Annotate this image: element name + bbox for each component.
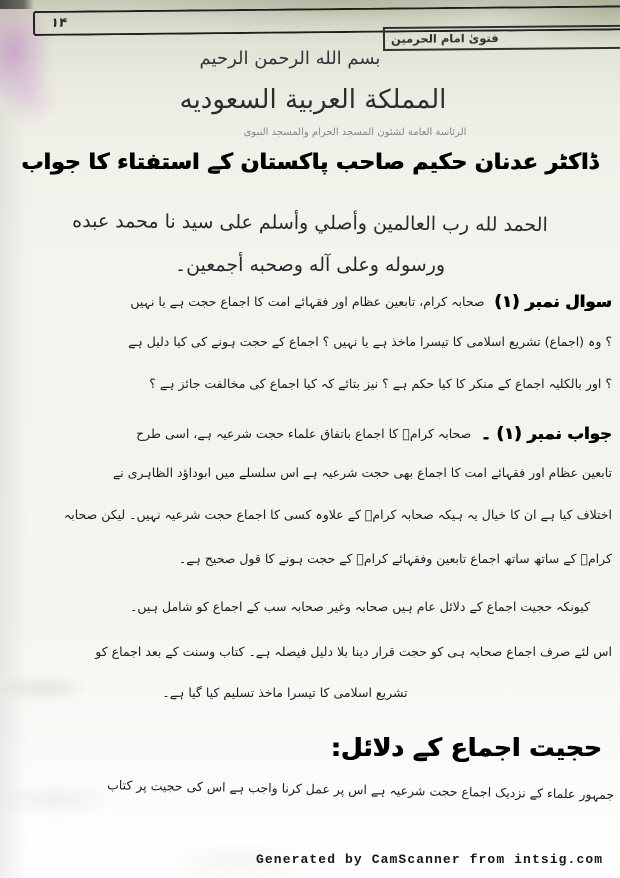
answer-line: صحابہ کرامؓ کا اجماع باتفاق علماء حجت شرعیہ ہے، اسی طرح — [136, 426, 472, 441]
basmala: بسم الله الرحمن الرحيم — [199, 48, 381, 69]
answer-line: کیونکہ حجیت اجماع کے دلائل عام ہیں صحابہ وغیر صحابہ سب کے اجماع کو شامل ہیں۔ — [130, 599, 590, 614]
page-number: ۱۴ — [49, 15, 69, 31]
section-body-line: جمہور علماء کے نزدیک اجماع حجت شرعیہ ہے اس پر عمل کرنا واجب ہے اس کی حجیت پر کتاب — [106, 777, 615, 802]
scan-corner-shadow — [0, 0, 34, 9]
answer-line: کرامؓ کے ساتھ ساتھ اجماع تابعین وفقہائے کرامؓ کے حجت ہونے کا قول صحیح ہے۔ — [178, 551, 612, 566]
kingdom-name: المملكة العربية السعوديه — [179, 85, 447, 115]
book-title: فتویٰ امام الحرمین — [390, 30, 499, 46]
answer-line: اختلاف کیا ہے ان کا خیال یہ ہیکہ صحابہ کرامؓ کے علاوہ کسی کا اجماع حجت شرعیہ نہیں۔ لیکن صحابہ — [63, 507, 612, 522]
document-title: ڈاکٹر عدنان حکیم صاحب پاکستان کے استفتاء کا جواب — [21, 150, 599, 175]
praise-line-2: ورسوله وعلى آله وصحبه أجمعين۔ — [174, 254, 446, 276]
praise-line-1: الحمد لله رب العالمين وأصلي وأسلم على سيد نا محمد عبده — [72, 209, 548, 237]
answer-label: جواب نمبر (۱) ۔ — [481, 424, 612, 443]
question-line: ؟ اور بالکلیہ اجماع کے منکر کا کیا حکم ہے ؟ نیز بتائے کہ کیا اجماع کی مخالفت جائز ہے ؟ — [149, 376, 612, 391]
question-first-line — [130, 291, 612, 312]
answer-line: اس لئے صرف اجماع صحابہ ہی کو حجت قرار دینا بلا دلیل فیصلہ ہے۔ کتاب وسنت کے بعد اجماع کو — [95, 644, 612, 659]
answer-first-line — [136, 423, 612, 444]
section-heading: حجیت اجماع کے دلائل: — [331, 733, 602, 762]
presidency-line: الرئاسة العامة لشئون المسجد الحرام والمسجد النبوی — [243, 127, 467, 138]
question-label: سوال نمبر (۱) — [494, 292, 612, 311]
answer-line: تابعین عظام اور فقہائے امت کا اجماع بھی حجت شرعیہ ہے اس سلسلے میں ابوداؤد الظاہری نے — [112, 465, 612, 480]
question-line: ؟ وہ (اجماع) تشریع اسلامی کا تیسرا ماخذ ہے یا نہیں ؟ اجماع کے حجت ہونے کی کیا دلیل ہے — [128, 334, 612, 349]
camscanner-watermark: Generated by CamScanner from intsig.com — [256, 852, 604, 867]
question-line: صحابہ کرام، تابعین عظام اور فقہائے امت کا اجماع حجت ہے یا نہیں — [130, 294, 485, 309]
answer-line: تشریع اسلامی کا تیسرا ماخذ تسلیم کیا گیا ہے۔ — [162, 685, 408, 700]
